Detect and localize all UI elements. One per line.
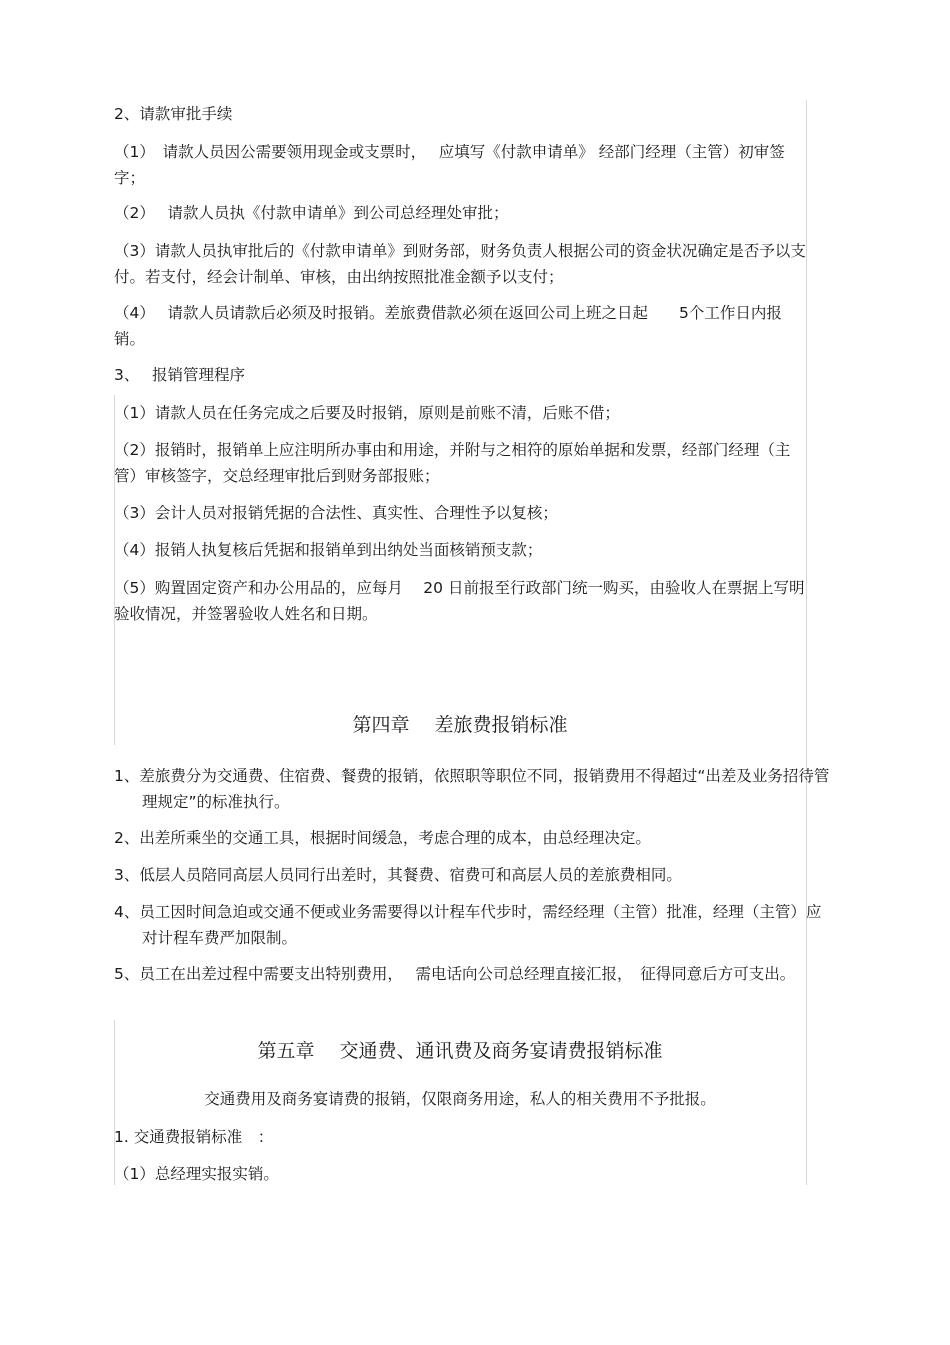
section-heading-reimbursement: 3、 报销管理程序	[114, 366, 246, 384]
travel-rule-1: 1、差旅费分为交通费、住宿费、餐费的报销，依照职等职位不同，报销费用不得超过“出差及业务招待管理规定”的标准执行。	[114, 767, 830, 811]
travel-rule-4: 4、员工因时间急迫或交通不便或业务需要得以计程车代步时，需经经理（主管）批准，经理（主管）应对计程车费严加限制。	[114, 903, 822, 947]
transport-standard-item-1: （1）总经理实报实销。	[114, 1165, 279, 1183]
reimbursement-item-3: （3）会计人员对报销凭据的合法性、真实性、合理性予以复核；	[114, 504, 558, 522]
approval-item-2: （2） 请款人员执《付款申请单》到公司总经理处审批；	[114, 204, 509, 222]
section-heading-approval: 2、请款审批手续	[114, 105, 233, 123]
reimbursement-item-5: （5）购置固定资产和办公用品的，应每月 20 日前报至行政部门统一购买，由验收人在票据上写明验收情况，并签署验收人姓名和日期。	[114, 579, 805, 623]
reimbursement-item-2: （2）报销时，报销单上应注明所办事由和用途，并附与之相符的原始单据和发票，经部门经理（主管）审核签字，交总经理审批后到财务部报账；	[114, 441, 791, 485]
reimbursement-item-4: （4）报销人执复核后凭据和报销单到出纳处当面核销预支款；	[114, 541, 543, 559]
travel-rule-2: 2、出差所乘坐的交通工具，根据时间缓急，考虑合理的成本，由总经理决定。	[114, 829, 651, 847]
reimbursement-item-1: （1）请款人员在任务完成之后要及时报销，原则是前账不清，后账不借；	[114, 404, 620, 422]
approval-item-3: （3）请款人员执审批后的《付款申请单》到财务部，财务负责人根据公司的资金状况确定是否予以支付。若支付，经会计制单、审核，由出纳按照批准金额予以支付；	[114, 242, 806, 286]
transport-standard-heading: 1. 交通费报销标准 ：	[114, 1128, 274, 1146]
travel-rule-3: 3、低层人员陪同高层人员同行出差时，其餐费、宿费可和高层人员的差旅费相同。	[114, 866, 682, 884]
approval-item-4: （4） 请款人员请款后必须及时报销。差旅费借款必须在返回公司上班之日起 5个工作日内报销。	[114, 304, 782, 348]
chapter-5-intro: 交通费用及商务宴请费的报销，仅限商务用途，私人的相关费用不予批报。	[204, 1090, 716, 1108]
chapter-4-title: 第四章 差旅费报销标准	[352, 714, 568, 736]
approval-item-1: （1） 请款人员因公需要领用现金或支票时， 应填写《付款申请单》 经部门经理（主管）初审签字；	[114, 143, 785, 187]
chapter-5-title: 第五章 交通费、通讯费及商务宴请费报销标准	[257, 1040, 663, 1062]
right-margin-rule	[806, 100, 807, 1185]
travel-rule-5: 5、员工在出差过程中需要支出特别费用， 需电话向公司总经理直接汇报， 征得同意后方可支出。	[114, 965, 796, 983]
